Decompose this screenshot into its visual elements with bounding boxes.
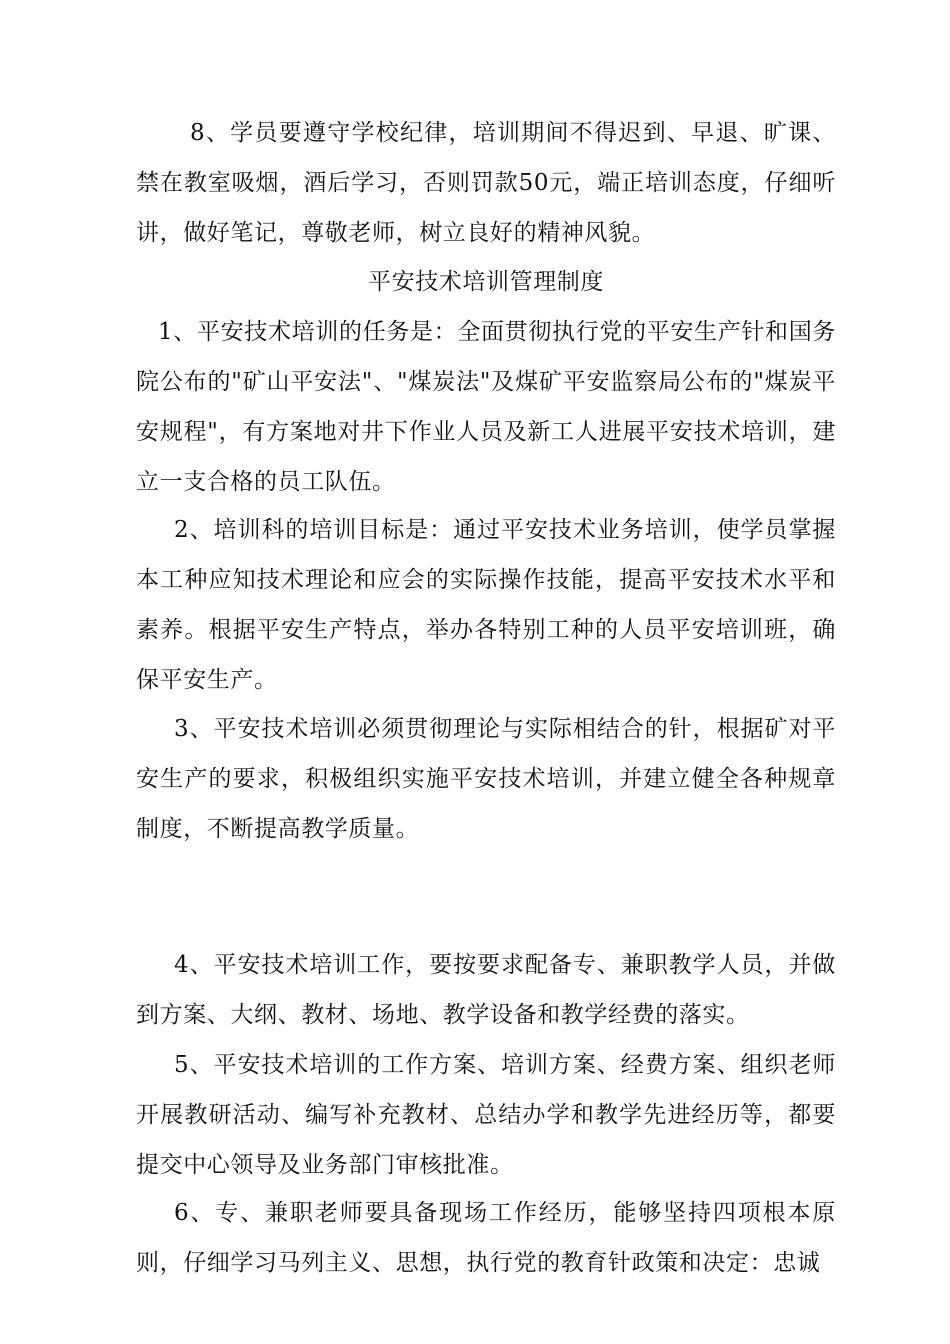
paragraph-3 bbox=[136, 704, 836, 854]
paragraph-1 bbox=[136, 307, 836, 507]
paragraph-8-text: 8、学员要遵守学校纪律，培训期间不得迟到、早退、旷课、禁在教室吸烟，酒后学习，否则罚款50元，端正培训态度，仔细听讲，做好笔记，尊敬老师，树立良好的精神风貌。 bbox=[136, 120, 836, 246]
paragraph-4 bbox=[136, 940, 836, 1040]
section-title: 平安技术培训管理制度 bbox=[368, 269, 604, 295]
paragraph-2 bbox=[136, 505, 836, 705]
paragraph-5-text: 5、平安技术培训的工作方案、培训方案、经费方案、组织老师开展教研活动、编写补充教材、总结办学和教学先进经历等，都要提交中心领导及业务部门审核批准。 bbox=[136, 1052, 836, 1178]
section-title-block bbox=[136, 257, 836, 307]
paragraph-8 bbox=[136, 108, 836, 258]
paragraph-5 bbox=[136, 1040, 836, 1190]
paragraph-3-text: 3、平安技术培训必须贯彻理论与实际相结合的针，根据矿对平安生产的要求，积极组织实施平安技术培训，并建立健全各种规章制度，不断提高教学质量。 bbox=[136, 716, 836, 842]
paragraph-1-text: 1、平安技术培训的任务是：全面贯彻执行党的平安生产针和国务院公布的"矿山平安法"、"煤炭法"及煤矿平安监察局公布的"煤炭平安规程"，有方案地对井下作业人员及新工人进展平安技术培训，建立一支合格的员工队伍。 bbox=[136, 319, 836, 495]
paragraph-4-text: 4、平安技术培训工作，要按要求配备专、兼职教学人员，并做到方案、大纲、教材、场地、教学设备和教学经费的落实。 bbox=[136, 952, 836, 1028]
paragraph-6 bbox=[136, 1188, 836, 1288]
paragraph-6-text: 6、专、兼职老师要具备现场工作经历，能够坚持四项根本原则，仔细学习马列主义、思想，执行党的教育针政策和决定：忠诚 bbox=[136, 1200, 836, 1276]
paragraph-2-text: 2、培训科的培训目标是：通过平安技术业务培训，使学员掌握本工种应知技术理论和应会的实际操作技能，提高平安技术水平和素养。根据平安生产特点，举办各特别工种的人员平安培训班，确保平安生产。 bbox=[136, 517, 836, 693]
